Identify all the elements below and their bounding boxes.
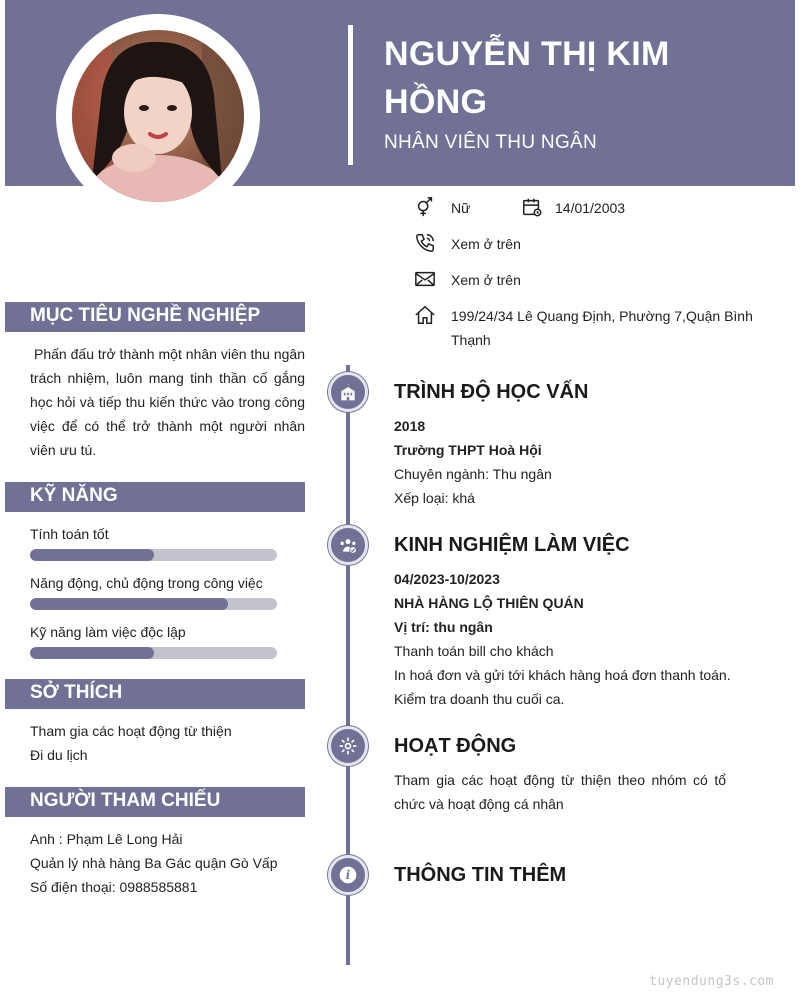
education-icon [328, 372, 368, 412]
gender-icon [414, 196, 436, 218]
references-title: NGƯỜI THAM CHIẾU [30, 790, 221, 811]
hobbies-title: SỞ THÍCH [30, 682, 123, 703]
experience-position: Vị trí: thu ngân [394, 619, 493, 635]
experience-duty: Thanh toán bill cho khách [394, 643, 554, 659]
objective-text: Phấn đấu trở thành một nhân viên thu ngân trách nhiệm, luôn mang tinh thần cố gắng học hỏi và tiếp thu kiến thức vào trong công việc để có thể trở thành một người nhân viên ưu tú. [30, 346, 305, 458]
skill-bar [30, 549, 277, 561]
education-year: 2018 [394, 418, 426, 434]
experience-title: KINH NGHIỆM LÀM VIỆC [394, 534, 630, 556]
watermark: tuyendung3s.com [649, 974, 774, 989]
skill-label: Năng động, chủ động trong công việc [30, 575, 263, 591]
home-icon [414, 304, 436, 326]
skill-fill [30, 549, 154, 561]
skill-bar [30, 598, 277, 610]
additional-info-title: THÔNG TIN THÊM [394, 864, 567, 886]
reference-line: Quản lý nhà hàng Ba Gác quận Gò Vấp [30, 855, 278, 871]
svg-text:i: i [345, 868, 351, 883]
skills-header [5, 482, 305, 512]
reference-line: Anh : Phạm Lê Long Hải [30, 831, 183, 847]
education-school: Trường THPT Hoà Hội [394, 442, 542, 458]
skill-label: Kỹ năng làm việc độc lập [30, 624, 186, 640]
education-title: TRÌNH ĐỘ HỌC VẤN [394, 381, 589, 403]
avatar [72, 30, 244, 202]
birthdate-value: 14/01/2003 [555, 200, 626, 216]
objective-header [5, 302, 305, 332]
job-title: NHÂN VIÊN THU NGÂN [384, 132, 598, 153]
experience-duty: Kiểm tra doanh thu cuối ca. [394, 691, 565, 707]
experience-icon [328, 525, 368, 565]
activities-icon [328, 726, 368, 766]
hobby-item: Tham gia các hoạt động từ thiện [30, 723, 232, 739]
skill-fill [30, 647, 154, 659]
hobbies-header [5, 679, 305, 709]
gender-value: Nữ [451, 200, 471, 216]
hobby-item: Đi du lịch [30, 747, 88, 763]
objective-title: MỤC TIÊU NGHỀ NGHIỆP [30, 305, 261, 326]
address-value: 199/24/34 Lê Quang Định, Phường 7,Quận Bình Thạnh [451, 308, 753, 348]
skill-fill [30, 598, 228, 610]
calendar-icon [521, 196, 543, 218]
experience-period: 04/2023-10/2023 [394, 571, 500, 587]
education-major: Chuyên ngành: Thu ngân [394, 466, 552, 482]
reference-line: Số điện thoại: 0988585881 [30, 879, 198, 895]
info-icon [328, 855, 368, 895]
education-grade: Xếp loại: khá [394, 490, 475, 506]
skill-label: Tính toán tốt [30, 526, 109, 542]
experience-duty: In hoá đơn và gửi tới khách hàng hoá đơn thanh toán. [394, 667, 731, 683]
email-icon [414, 268, 436, 290]
name-accent-bar [348, 25, 353, 165]
skills-title: KỸ NĂNG [30, 485, 118, 506]
activities-text: Tham gia các hoạt động từ thiện theo nhóm có tổ chức và hoạt động cá nhân [394, 772, 726, 812]
experience-company: NHÀ HÀNG LỘ THIÊN QUÁN [394, 595, 584, 611]
skill-bar [30, 647, 277, 659]
references-header [5, 787, 305, 817]
activities-title: HOẠT ĐỘNG [394, 735, 517, 757]
email-value: Xem ở trên [451, 272, 521, 288]
candidate-name: NGUYỄN THỊ KIM HỒNG [384, 35, 670, 121]
phone-icon [414, 232, 436, 254]
phone-value: Xem ở trên [451, 236, 521, 252]
